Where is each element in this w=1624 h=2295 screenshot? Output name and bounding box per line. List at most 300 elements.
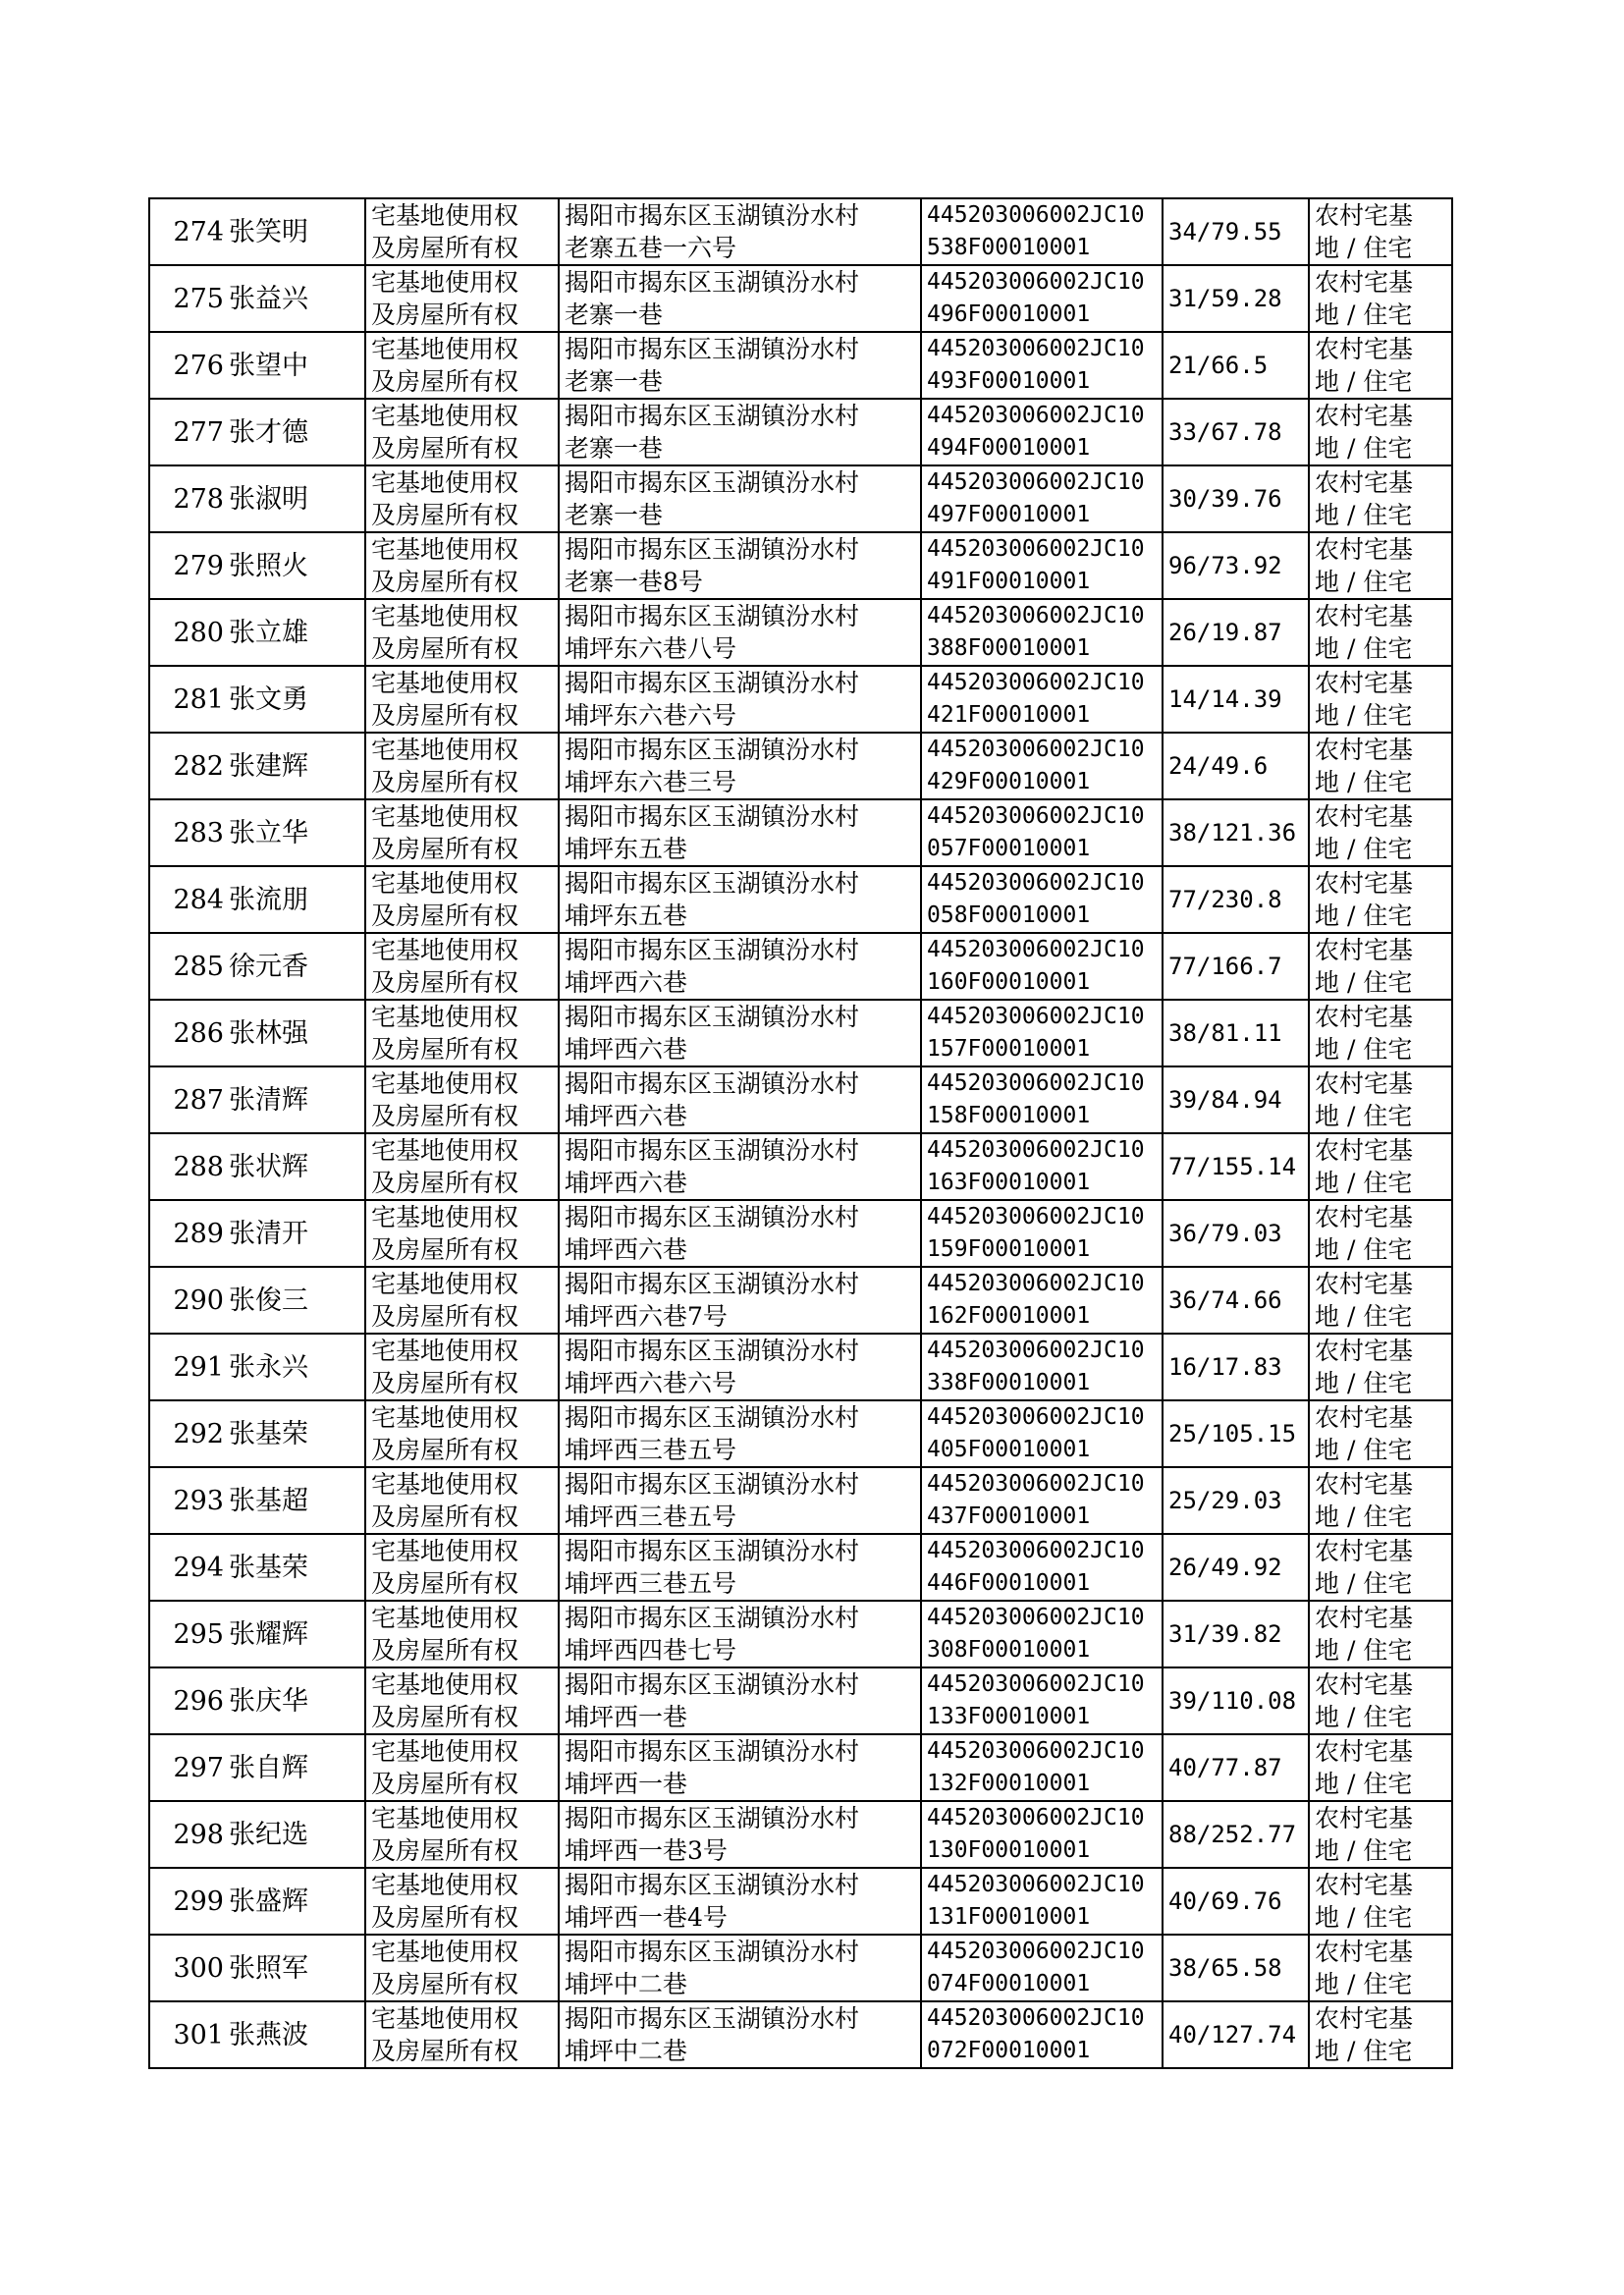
address-cell <box>559 666 921 733</box>
row-number-cell <box>149 1467 227 1534</box>
table-row <box>149 2001 1452 2068</box>
table-row <box>149 1868 1452 1935</box>
owner-name-cell <box>227 866 365 933</box>
owner-name-cell <box>227 1334 365 1400</box>
row-number-cell <box>149 1534 227 1601</box>
address-cell-line-1: 揭阳市揭东区玉湖镇汾水村 <box>565 1670 860 1699</box>
address-cell-line-2: 埔坪西一巷4号 <box>565 1903 728 1932</box>
owner-name-cell <box>227 1200 365 1267</box>
area-cell <box>1163 332 1309 399</box>
area-cell-line-1: 21/66.5 <box>1168 352 1269 379</box>
row-number-cell-line-1: 296 <box>173 1685 224 1717</box>
owner-name-cell <box>227 2001 365 2068</box>
right-type-cell-line-1: 宅基地使用权 <box>371 1804 519 1832</box>
area-cell-line-1: 34/79.55 <box>1168 218 1282 246</box>
land-use-cell <box>1309 866 1452 933</box>
right-type-cell-line-1: 宅基地使用权 <box>371 1604 519 1632</box>
parcel-code-cell-line-1: 445203006002JC10 <box>927 1137 1145 1163</box>
row-number-cell-line-1: 287 <box>173 1084 224 1116</box>
right-type-cell-line-2: 及房屋所有权 <box>371 835 519 863</box>
land-use-cell <box>1309 265 1452 332</box>
parcel-code-cell <box>921 866 1163 933</box>
row-number-cell <box>149 198 227 265</box>
land-use-cell-line-2: 地 / 住宅 <box>1315 968 1413 997</box>
table-row <box>149 1334 1452 1400</box>
owner-name-cell-line-1: 张文勇 <box>229 683 308 715</box>
parcel-code-cell-line-2: 157F00010001 <box>927 1036 1091 1062</box>
row-number-cell <box>149 1000 227 1066</box>
right-type-cell-line-2: 及房屋所有权 <box>371 701 519 730</box>
address-cell <box>559 399 921 465</box>
land-use-cell-line-2: 地 / 住宅 <box>1315 1770 1413 1798</box>
right-type-cell-line-1: 宅基地使用权 <box>371 802 519 831</box>
right-type-cell <box>365 1200 559 1267</box>
row-number-cell-line-1: 288 <box>173 1151 224 1182</box>
parcel-code-cell-line-1: 445203006002JC10 <box>927 1338 1145 1363</box>
row-number-cell-line-1: 289 <box>173 1218 224 1249</box>
parcel-code-cell-line-2: 338F00010001 <box>927 1370 1091 1395</box>
owner-name-cell <box>227 1267 365 1334</box>
address-cell <box>559 1667 921 1734</box>
address-cell <box>559 866 921 933</box>
table-row <box>149 1200 1452 1267</box>
parcel-code-cell <box>921 1133 1163 1200</box>
parcel-code-cell <box>921 1334 1163 1400</box>
parcel-code-cell-line-1: 445203006002JC10 <box>927 870 1145 896</box>
area-cell-line-1: 25/105.15 <box>1168 1420 1297 1448</box>
area-cell-line-1: 31/39.82 <box>1168 1620 1282 1648</box>
land-use-cell <box>1309 1400 1452 1467</box>
land-use-cell-line-2: 地 / 住宅 <box>1315 1369 1413 1397</box>
parcel-code-cell-line-1: 445203006002JC10 <box>927 1538 1145 1563</box>
owner-name-cell-line-1: 张燕波 <box>229 2019 308 2050</box>
right-type-cell <box>365 1066 559 1133</box>
parcel-code-cell-line-1: 445203006002JC10 <box>927 1671 1145 1697</box>
table-row <box>149 399 1452 465</box>
parcel-code-cell <box>921 799 1163 866</box>
land-use-cell <box>1309 1868 1452 1935</box>
right-type-cell-line-1: 宅基地使用权 <box>371 936 519 964</box>
address-cell-line-2: 埔坪西六巷 <box>565 1169 688 1197</box>
address-cell <box>559 332 921 399</box>
area-cell <box>1163 933 1309 1000</box>
land-use-cell-line-1: 农村宅基 <box>1315 1604 1414 1632</box>
table-row <box>149 866 1452 933</box>
address-cell-line-1: 揭阳市揭东区玉湖镇汾水村 <box>565 1337 860 1365</box>
right-type-cell-line-2: 及房屋所有权 <box>371 434 519 463</box>
right-type-cell-line-1: 宅基地使用权 <box>371 1871 519 1899</box>
owner-name-cell-line-1: 张状辉 <box>229 1151 308 1182</box>
right-type-cell-line-2: 及房屋所有权 <box>371 501 519 529</box>
address-cell-line-2: 埔坪西一巷3号 <box>565 1836 728 1865</box>
owner-name-cell <box>227 198 365 265</box>
right-type-cell-line-1: 宅基地使用权 <box>371 1470 519 1499</box>
area-cell-line-1: 77/155.14 <box>1168 1153 1297 1180</box>
land-use-cell-line-2: 地 / 住宅 <box>1315 568 1413 596</box>
right-type-cell <box>365 1267 559 1334</box>
owner-name-cell-line-1: 张自辉 <box>229 1752 308 1783</box>
area-cell-line-1: 77/166.7 <box>1168 953 1282 980</box>
land-use-cell-line-2: 地 / 住宅 <box>1315 835 1413 863</box>
row-number-cell-line-1: 284 <box>173 884 224 915</box>
address-cell-line-1: 揭阳市揭东区玉湖镇汾水村 <box>565 1804 860 1832</box>
address-cell-line-1: 揭阳市揭东区玉湖镇汾水村 <box>565 1270 860 1298</box>
right-type-cell-line-1: 宅基地使用权 <box>371 1270 519 1298</box>
parcel-code-cell-line-1: 445203006002JC10 <box>927 1939 1145 1964</box>
address-cell <box>559 799 921 866</box>
area-cell-line-1: 30/39.76 <box>1168 485 1282 513</box>
area-cell <box>1163 866 1309 933</box>
address-cell-line-2: 埔坪西三巷五号 <box>565 1436 737 1464</box>
right-type-cell-line-2: 及房屋所有权 <box>371 1436 519 1464</box>
row-number-cell <box>149 733 227 799</box>
land-use-cell <box>1309 933 1452 1000</box>
row-number-cell-line-1: 297 <box>173 1752 224 1783</box>
area-cell-line-1: 14/14.39 <box>1168 685 1282 713</box>
right-type-cell-line-2: 及房屋所有权 <box>371 367 519 396</box>
parcel-code-cell-line-2: 405F00010001 <box>927 1437 1091 1462</box>
right-type-cell-line-1: 宅基地使用权 <box>371 335 519 363</box>
parcel-code-cell <box>921 1066 1163 1133</box>
row-number-cell <box>149 1334 227 1400</box>
table-row <box>149 1066 1452 1133</box>
land-use-cell-line-1: 农村宅基 <box>1315 1403 1414 1432</box>
right-type-cell <box>365 866 559 933</box>
land-use-cell <box>1309 1267 1452 1334</box>
owner-name-cell <box>227 265 365 332</box>
area-cell <box>1163 666 1309 733</box>
right-type-cell <box>365 733 559 799</box>
right-type-cell-line-2: 及房屋所有权 <box>371 1970 519 1998</box>
area-cell-line-1: 96/73.92 <box>1168 552 1282 579</box>
parcel-code-cell <box>921 1000 1163 1066</box>
parcel-code-cell-line-2: 133F00010001 <box>927 1704 1091 1729</box>
right-type-cell <box>365 1000 559 1066</box>
parcel-code-cell-line-2: 074F00010001 <box>927 1971 1091 1996</box>
address-cell-line-2: 埔坪西四巷七号 <box>565 1636 737 1665</box>
area-cell-line-1: 26/49.92 <box>1168 1554 1282 1581</box>
table-row <box>149 1534 1452 1601</box>
owner-name-cell-line-1: 张林强 <box>229 1017 308 1049</box>
address-cell-line-1: 揭阳市揭东区玉湖镇汾水村 <box>565 1604 860 1632</box>
right-type-cell-line-1: 宅基地使用权 <box>371 268 519 297</box>
land-use-cell-line-2: 地 / 住宅 <box>1315 2037 1413 2065</box>
right-type-cell-line-2: 及房屋所有权 <box>371 2037 519 2065</box>
row-number-cell <box>149 1133 227 1200</box>
owner-name-cell-line-1: 张基荣 <box>229 1418 308 1449</box>
owner-name-cell-line-1: 张盛辉 <box>229 1885 308 1917</box>
right-type-cell <box>365 1601 559 1667</box>
right-type-cell <box>365 1734 559 1801</box>
address-cell-line-1: 揭阳市揭东区玉湖镇汾水村 <box>565 402 860 430</box>
land-use-cell-line-1: 农村宅基 <box>1315 1938 1414 1966</box>
owner-name-cell <box>227 1400 365 1467</box>
address-cell-line-2: 埔坪西六巷7号 <box>565 1302 728 1331</box>
land-use-cell-line-1: 农村宅基 <box>1315 1470 1414 1499</box>
row-number-cell <box>149 2001 227 2068</box>
parcel-code-cell <box>921 1935 1163 2001</box>
owner-name-cell-line-1: 张清开 <box>229 1218 308 1249</box>
parcel-code-cell-line-2: 160F00010001 <box>927 969 1091 995</box>
table-row <box>149 332 1452 399</box>
owner-name-cell <box>227 1601 365 1667</box>
land-use-cell-line-1: 农村宅基 <box>1315 1537 1414 1565</box>
address-cell-line-1: 揭阳市揭东区玉湖镇汾水村 <box>565 535 860 564</box>
parcel-code-cell <box>921 599 1163 666</box>
row-number-cell-line-1: 275 <box>173 283 224 314</box>
right-type-cell <box>365 198 559 265</box>
address-cell-line-2: 埔坪东六巷三号 <box>565 768 737 796</box>
parcel-code-cell-line-1: 445203006002JC10 <box>927 1738 1145 1764</box>
address-cell-line-1: 揭阳市揭东区玉湖镇汾水村 <box>565 802 860 831</box>
area-cell-line-1: 36/74.66 <box>1168 1286 1282 1314</box>
row-number-cell-line-1: 281 <box>173 683 224 715</box>
area-cell <box>1163 265 1309 332</box>
area-cell <box>1163 1801 1309 1868</box>
row-number-cell-line-1: 278 <box>173 483 224 515</box>
land-use-cell <box>1309 799 1452 866</box>
parcel-code-cell <box>921 465 1163 532</box>
right-type-cell-line-1: 宅基地使用权 <box>371 535 519 564</box>
land-use-cell-line-2: 地 / 住宅 <box>1315 1102 1413 1130</box>
address-cell <box>559 1133 921 1200</box>
area-cell-line-1: 16/17.83 <box>1168 1353 1282 1381</box>
right-type-cell-line-1: 宅基地使用权 <box>371 1337 519 1365</box>
right-type-cell-line-2: 及房屋所有权 <box>371 1569 519 1598</box>
address-cell-line-1: 揭阳市揭东区玉湖镇汾水村 <box>565 1203 860 1231</box>
address-cell <box>559 265 921 332</box>
parcel-code-cell-line-2: 429F00010001 <box>927 769 1091 794</box>
right-type-cell-line-1: 宅基地使用权 <box>371 736 519 764</box>
right-type-cell-line-2: 及房屋所有权 <box>371 1169 519 1197</box>
land-use-cell-line-2: 地 / 住宅 <box>1315 1636 1413 1665</box>
right-type-cell-line-1: 宅基地使用权 <box>371 1737 519 1766</box>
owner-name-cell-line-1: 张立华 <box>229 817 308 848</box>
land-use-cell-line-2: 地 / 住宅 <box>1315 1703 1413 1731</box>
right-type-cell-line-1: 宅基地使用权 <box>371 468 519 497</box>
land-use-cell-line-1: 农村宅基 <box>1315 869 1414 898</box>
table-row <box>149 1801 1452 1868</box>
right-type-cell-line-2: 及房屋所有权 <box>371 1636 519 1665</box>
area-cell-line-1: 38/81.11 <box>1168 1019 1282 1047</box>
land-use-cell <box>1309 599 1452 666</box>
address-cell-line-2: 老寨一巷 <box>565 301 664 329</box>
right-type-cell-line-2: 及房屋所有权 <box>371 301 519 329</box>
land-use-cell-line-1: 农村宅基 <box>1315 1737 1414 1766</box>
address-cell-line-2: 埔坪西六巷 <box>565 1235 688 1264</box>
owner-name-cell-line-1: 张望中 <box>229 350 308 381</box>
owner-name-cell-line-1: 张照火 <box>229 550 308 581</box>
parcel-code-cell-line-1: 445203006002JC10 <box>927 1872 1145 1897</box>
address-cell <box>559 1534 921 1601</box>
address-cell-line-2: 埔坪东六巷六号 <box>565 701 737 730</box>
owner-name-cell <box>227 332 365 399</box>
land-use-cell-line-1: 农村宅基 <box>1315 936 1414 964</box>
right-type-cell-line-2: 及房屋所有权 <box>371 1770 519 1798</box>
right-type-cell-line-2: 及房屋所有权 <box>371 1703 519 1731</box>
area-cell-line-1: 39/110.08 <box>1168 1687 1297 1715</box>
land-use-cell <box>1309 666 1452 733</box>
parcel-code-cell <box>921 1734 1163 1801</box>
parcel-code-cell <box>921 1467 1163 1534</box>
address-cell <box>559 1734 921 1801</box>
owner-name-cell <box>227 799 365 866</box>
area-cell-line-1: 24/49.6 <box>1168 752 1269 780</box>
row-number-cell <box>149 1400 227 1467</box>
address-cell-line-2: 老寨一巷8号 <box>565 568 703 596</box>
parcel-code-cell-line-1: 445203006002JC10 <box>927 403 1145 428</box>
owner-name-cell <box>227 1734 365 1801</box>
row-number-cell <box>149 399 227 465</box>
area-cell <box>1163 465 1309 532</box>
table-row <box>149 1935 1452 2001</box>
area-cell <box>1163 1868 1309 1935</box>
row-number-cell-line-1: 286 <box>173 1017 224 1049</box>
row-number-cell <box>149 799 227 866</box>
right-type-cell <box>365 933 559 1000</box>
right-type-cell-line-2: 及房屋所有权 <box>371 1035 519 1064</box>
parcel-code-cell <box>921 1667 1163 1734</box>
row-number-cell <box>149 1267 227 1334</box>
row-number-cell-line-1: 301 <box>173 2019 224 2050</box>
address-cell-line-1: 揭阳市揭东区玉湖镇汾水村 <box>565 201 860 230</box>
owner-name-cell-line-1: 张笑明 <box>229 216 308 247</box>
right-type-cell <box>365 1467 559 1534</box>
owner-name-cell-line-1: 张耀辉 <box>229 1618 308 1650</box>
row-number-cell-line-1: 280 <box>173 617 224 648</box>
owner-name-cell-line-1: 张建辉 <box>229 750 308 782</box>
table-row <box>149 1467 1452 1534</box>
land-use-cell <box>1309 1801 1452 1868</box>
table-row <box>149 1267 1452 1334</box>
owner-name-cell-line-1: 张立雄 <box>229 617 308 648</box>
right-type-cell-line-2: 及房屋所有权 <box>371 634 519 663</box>
land-use-cell-line-2: 地 / 住宅 <box>1315 1035 1413 1064</box>
row-number-cell-line-1: 282 <box>173 750 224 782</box>
row-number-cell-line-1: 295 <box>173 1618 224 1650</box>
land-use-cell-line-1: 农村宅基 <box>1315 1670 1414 1699</box>
land-use-cell-line-1: 农村宅基 <box>1315 802 1414 831</box>
address-cell-line-1: 揭阳市揭东区玉湖镇汾水村 <box>565 468 860 497</box>
owner-name-cell <box>227 465 365 532</box>
parcel-code-cell-line-2: 494F00010001 <box>927 435 1091 461</box>
parcel-code-cell-line-1: 445203006002JC10 <box>927 1404 1145 1430</box>
area-cell <box>1163 1601 1309 1667</box>
table-row <box>149 933 1452 1000</box>
row-number-cell <box>149 1868 227 1935</box>
right-type-cell <box>365 2001 559 2068</box>
owner-name-cell-line-1: 张俊三 <box>229 1284 308 1316</box>
area-cell-line-1: 31/59.28 <box>1168 285 1282 312</box>
right-type-cell-line-1: 宅基地使用权 <box>371 869 519 898</box>
address-cell <box>559 1467 921 1534</box>
parcel-code-cell-line-2: 446F00010001 <box>927 1570 1091 1596</box>
parcel-code-cell-line-1: 445203006002JC10 <box>927 269 1145 295</box>
address-cell-line-1: 揭阳市揭东区玉湖镇汾水村 <box>565 1938 860 1966</box>
right-type-cell <box>365 465 559 532</box>
land-use-cell-line-1: 农村宅基 <box>1315 1804 1414 1832</box>
address-cell-line-2: 埔坪西六巷 <box>565 968 688 997</box>
row-number-cell <box>149 1801 227 1868</box>
area-cell-line-1: 25/29.03 <box>1168 1487 1282 1514</box>
row-number-cell-line-1: 279 <box>173 550 224 581</box>
land-use-cell <box>1309 532 1452 599</box>
address-cell-line-1: 揭阳市揭东区玉湖镇汾水村 <box>565 335 860 363</box>
land-use-cell-line-2: 地 / 住宅 <box>1315 902 1413 930</box>
land-use-cell <box>1309 465 1452 532</box>
parcel-code-cell-line-2: 496F00010001 <box>927 301 1091 327</box>
owner-name-cell-line-1: 张清辉 <box>229 1084 308 1116</box>
land-use-cell <box>1309 198 1452 265</box>
land-use-cell-line-1: 农村宅基 <box>1315 1069 1414 1098</box>
right-type-cell-line-1: 宅基地使用权 <box>371 1136 519 1165</box>
right-type-cell <box>365 1868 559 1935</box>
right-type-cell-line-1: 宅基地使用权 <box>371 1670 519 1699</box>
area-cell-line-1: 33/67.78 <box>1168 418 1282 446</box>
address-cell <box>559 198 921 265</box>
land-use-cell-line-1: 农村宅基 <box>1315 335 1414 363</box>
parcel-code-cell-line-1: 445203006002JC10 <box>927 202 1145 228</box>
right-type-cell-line-1: 宅基地使用权 <box>371 1403 519 1432</box>
right-type-cell-line-1: 宅基地使用权 <box>371 1203 519 1231</box>
address-cell-line-1: 揭阳市揭东区玉湖镇汾水村 <box>565 936 860 964</box>
right-type-cell <box>365 265 559 332</box>
row-number-cell <box>149 1200 227 1267</box>
right-type-cell-line-2: 及房屋所有权 <box>371 1102 519 1130</box>
table-row <box>149 1133 1452 1200</box>
address-cell-line-2: 埔坪西三巷五号 <box>565 1569 737 1598</box>
row-number-cell <box>149 666 227 733</box>
parcel-code-cell-line-1: 445203006002JC10 <box>927 1605 1145 1630</box>
row-number-cell <box>149 866 227 933</box>
land-use-cell <box>1309 1467 1452 1534</box>
land-use-cell-line-2: 地 / 住宅 <box>1315 1970 1413 1998</box>
row-number-cell-line-1: 300 <box>173 1952 224 1984</box>
address-cell-line-2: 埔坪西六巷六号 <box>565 1369 737 1397</box>
parcel-code-cell <box>921 1534 1163 1601</box>
land-use-cell-line-2: 地 / 住宅 <box>1315 768 1413 796</box>
right-type-cell-line-2: 及房屋所有权 <box>371 1369 519 1397</box>
row-number-cell <box>149 465 227 532</box>
table-row <box>149 198 1452 265</box>
owner-name-cell <box>227 1066 365 1133</box>
row-number-cell-line-1: 276 <box>173 350 224 381</box>
land-use-cell-line-2: 地 / 住宅 <box>1315 1836 1413 1865</box>
address-cell-line-1: 揭阳市揭东区玉湖镇汾水村 <box>565 669 860 697</box>
right-type-cell-line-1: 宅基地使用权 <box>371 602 519 630</box>
land-use-cell-line-1: 农村宅基 <box>1315 1136 1414 1165</box>
row-number-cell-line-1: 274 <box>173 216 224 247</box>
right-type-cell-line-1: 宅基地使用权 <box>371 1938 519 1966</box>
address-cell <box>559 1000 921 1066</box>
right-type-cell-line-1: 宅基地使用权 <box>371 1537 519 1565</box>
row-number-cell-line-1: 298 <box>173 1819 224 1850</box>
owner-name-cell <box>227 1133 365 1200</box>
owner-name-cell <box>227 933 365 1000</box>
table-row <box>149 1000 1452 1066</box>
right-type-cell <box>365 532 559 599</box>
owner-name-cell <box>227 1467 365 1534</box>
address-cell <box>559 1801 921 1868</box>
owner-name-cell <box>227 666 365 733</box>
row-number-cell <box>149 1734 227 1801</box>
parcel-code-cell <box>921 933 1163 1000</box>
area-cell <box>1163 1667 1309 1734</box>
right-type-cell <box>365 1334 559 1400</box>
address-cell <box>559 1400 921 1467</box>
right-type-cell-line-1: 宅基地使用权 <box>371 201 519 230</box>
row-number-cell <box>149 532 227 599</box>
